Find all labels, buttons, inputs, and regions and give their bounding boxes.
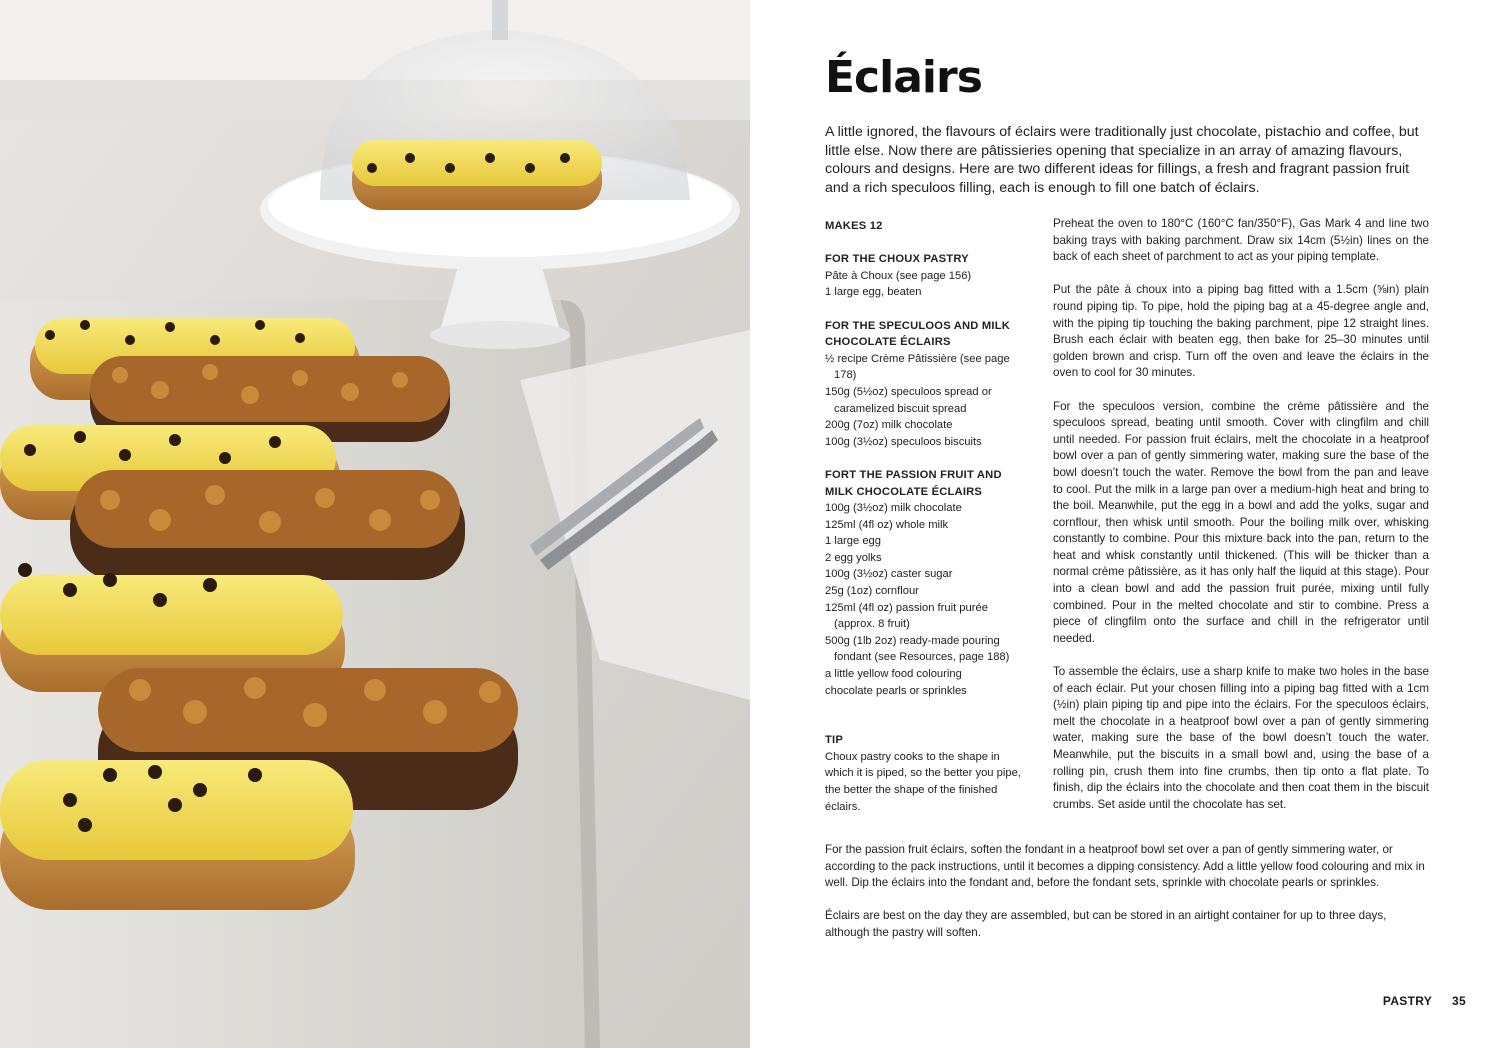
section-heading: FOR THE CHOUX PASTRY bbox=[825, 253, 969, 266]
method-step: To assemble the éclairs, use a sharp knife to make two holes in the base of each éclair. Put your chosen filling into a piping bag fitted with a 1cm (½in) plain piping tip and pipe into the éclairs. For the speculoos éclairs, melt the chocolate in a heatproof bowl over a pan of gently simmering water, making sure the base of the bowl doesn’t touch the water. Meanwhile, put the biscuits in a small bowl and, using the base of a rolling pin, crush them into fine crumbs, then tip onto a flat plate. To finish, dip the éclairs into the chocolate and then coat them in the biscuit crumbs. Set aside until the chocolate has set. bbox=[1053, 665, 1429, 811]
page-footer bbox=[1363, 994, 1466, 1008]
ingredient-item: 1 large egg, beaten bbox=[825, 286, 922, 299]
ingredient-item: 2 egg yolks bbox=[825, 551, 882, 564]
method-step: Preheat the oven to 180°C (160°C fan/350°F), Gas Mark 4 and line two baking trays with baking parchment. Draw six 14cm (5½in) lines on the back of each sheet of parchment to act as your piping template. bbox=[1053, 217, 1429, 264]
ingredient-item: 150g (5½oz) speculoos spread or caramelized biscuit spread bbox=[825, 385, 992, 415]
tip-box bbox=[825, 732, 1025, 815]
section-heading: FORT THE PASSION FRUIT AND MILK CHOCOLATE ÉCLAIRS bbox=[825, 468, 1002, 498]
closing-paragraph: For the passion fruit éclairs, soften the fondant in a heatproof bowl set over a pan of gently simmering water, or according to the pack instructions, until it becomes a dipping consistency. Add a little yellow food colouring and mix in well. Dip the éclairs into the fondant and, before the fondant sets, sprinkle with chocolate pearls or sprinkles. bbox=[825, 843, 1425, 890]
page-number: 35 bbox=[1452, 994, 1466, 1008]
recipe-intro: A little ignored, the flavours of éclairs were traditionally just chocolate, pistachio and coffee, but little else. Now there are pâtissieries opening that specialize in an array of amazing flavours, colours and designs. Here are two different ideas for fillings, a fresh and fragrant passion fruit and a rich speculoos filling, each is enough to fill one batch of éclairs. bbox=[825, 124, 1419, 196]
recipe-page bbox=[750, 0, 1500, 1048]
makes-label: MAKES 12 bbox=[825, 220, 883, 232]
ingredient-item: ½ recipe Crème Pâtissière (see page 178) bbox=[825, 352, 1010, 382]
ingredient-item: 100g (3½oz) caster sugar bbox=[825, 568, 953, 581]
ingredient-section bbox=[825, 467, 1025, 699]
method-step: Put the pâte à choux into a piping bag fitted with a 1.5cm (⅝in) plain round piping tip. To pipe, hold the piping bag at a 45-degree angle and, with the piping tip touching the baking parchment, pipe 12 straight lines. Brush each éclair with beaten egg, then bake for 25–30 minutes until golden brown and crisp. Turn off the oven and leave the éclairs in the oven to cool for 30 minutes. bbox=[1053, 283, 1429, 380]
ingredient-item: chocolate pearls or sprinkles bbox=[825, 684, 967, 697]
ingredient-item: Pâte à Choux (see page 156) bbox=[825, 269, 972, 282]
ingredient-item: 100g (3½oz) speculoos biscuits bbox=[825, 435, 982, 448]
ingredient-item: 200g (7oz) milk chocolate bbox=[825, 419, 953, 432]
section-heading: FOR THE SPECULOOS AND MILK CHOCOLATE ÉCLAIRS bbox=[825, 319, 1011, 349]
ingredient-item: 25g (1oz) cornflour bbox=[825, 585, 919, 598]
ingredient-item: 100g (3½oz) milk chocolate bbox=[825, 502, 962, 515]
ingredient-item: 125ml (4fl oz) whole milk bbox=[825, 518, 949, 531]
ingredient-section bbox=[825, 251, 1025, 301]
ingredients-column bbox=[825, 218, 1025, 815]
method-step: For the speculoos version, combine the crème pâtissière and the speculoos spread, beating until smooth. Cover with clingfilm and chill until needed. For passion fruit éclairs, melt the chocolate in a heatproof bowl over a pan of gently simmering water, making sure the base of the bowl doesn’t touch the water. Remove the bowl from the pan and leave to cool. Put the milk in a large pan over a medium-high heat and bring to the boil. Meanwhile, put the egg in a bowl and add the yolks, sugar and cornflour, then whisk until smooth. Pour the boiling milk over, whisking constantly to combine. Pour this mixture back into the pan, return to the heat and whisk constantly until thickened. (This will be thicker than a normal crème pâtissière, as it has only half the liquid at this stage). Pour into a clean bowl and add the passion fruit purée, mixing until fully combined. Pour in the melted chocolate and stir to combine. Press a piece of clingfilm onto the surface and chill in the refrigerator until needed. bbox=[1053, 399, 1429, 645]
method-column bbox=[1053, 216, 1429, 830]
closing-text bbox=[825, 842, 1429, 958]
ingredient-item: 1 large egg bbox=[825, 535, 881, 548]
footer-section: PASTRY bbox=[1382, 994, 1433, 1008]
tip-text: Choux pastry cooks to the shape in which it is piped, so the better you pipe, the better the shape of the finished éclairs. bbox=[825, 750, 1021, 813]
ingredient-item: 125ml (4fl oz) passion fruit purée (approx. 8 fruit) bbox=[825, 601, 988, 631]
ingredient-item: 500g (1lb 2oz) ready-made pouring fondant (see Resources, page 188) bbox=[825, 634, 1010, 664]
ingredient-section bbox=[825, 318, 1025, 451]
tip-heading: TIP bbox=[825, 734, 844, 747]
closing-paragraph: Éclairs are best on the day they are assembled, but can be stored in an airtight container for up to three days, although the pastry will soften. bbox=[825, 909, 1387, 939]
ingredient-item: a little yellow food colouring bbox=[825, 668, 962, 681]
recipe-title: Éclairs bbox=[825, 52, 982, 103]
